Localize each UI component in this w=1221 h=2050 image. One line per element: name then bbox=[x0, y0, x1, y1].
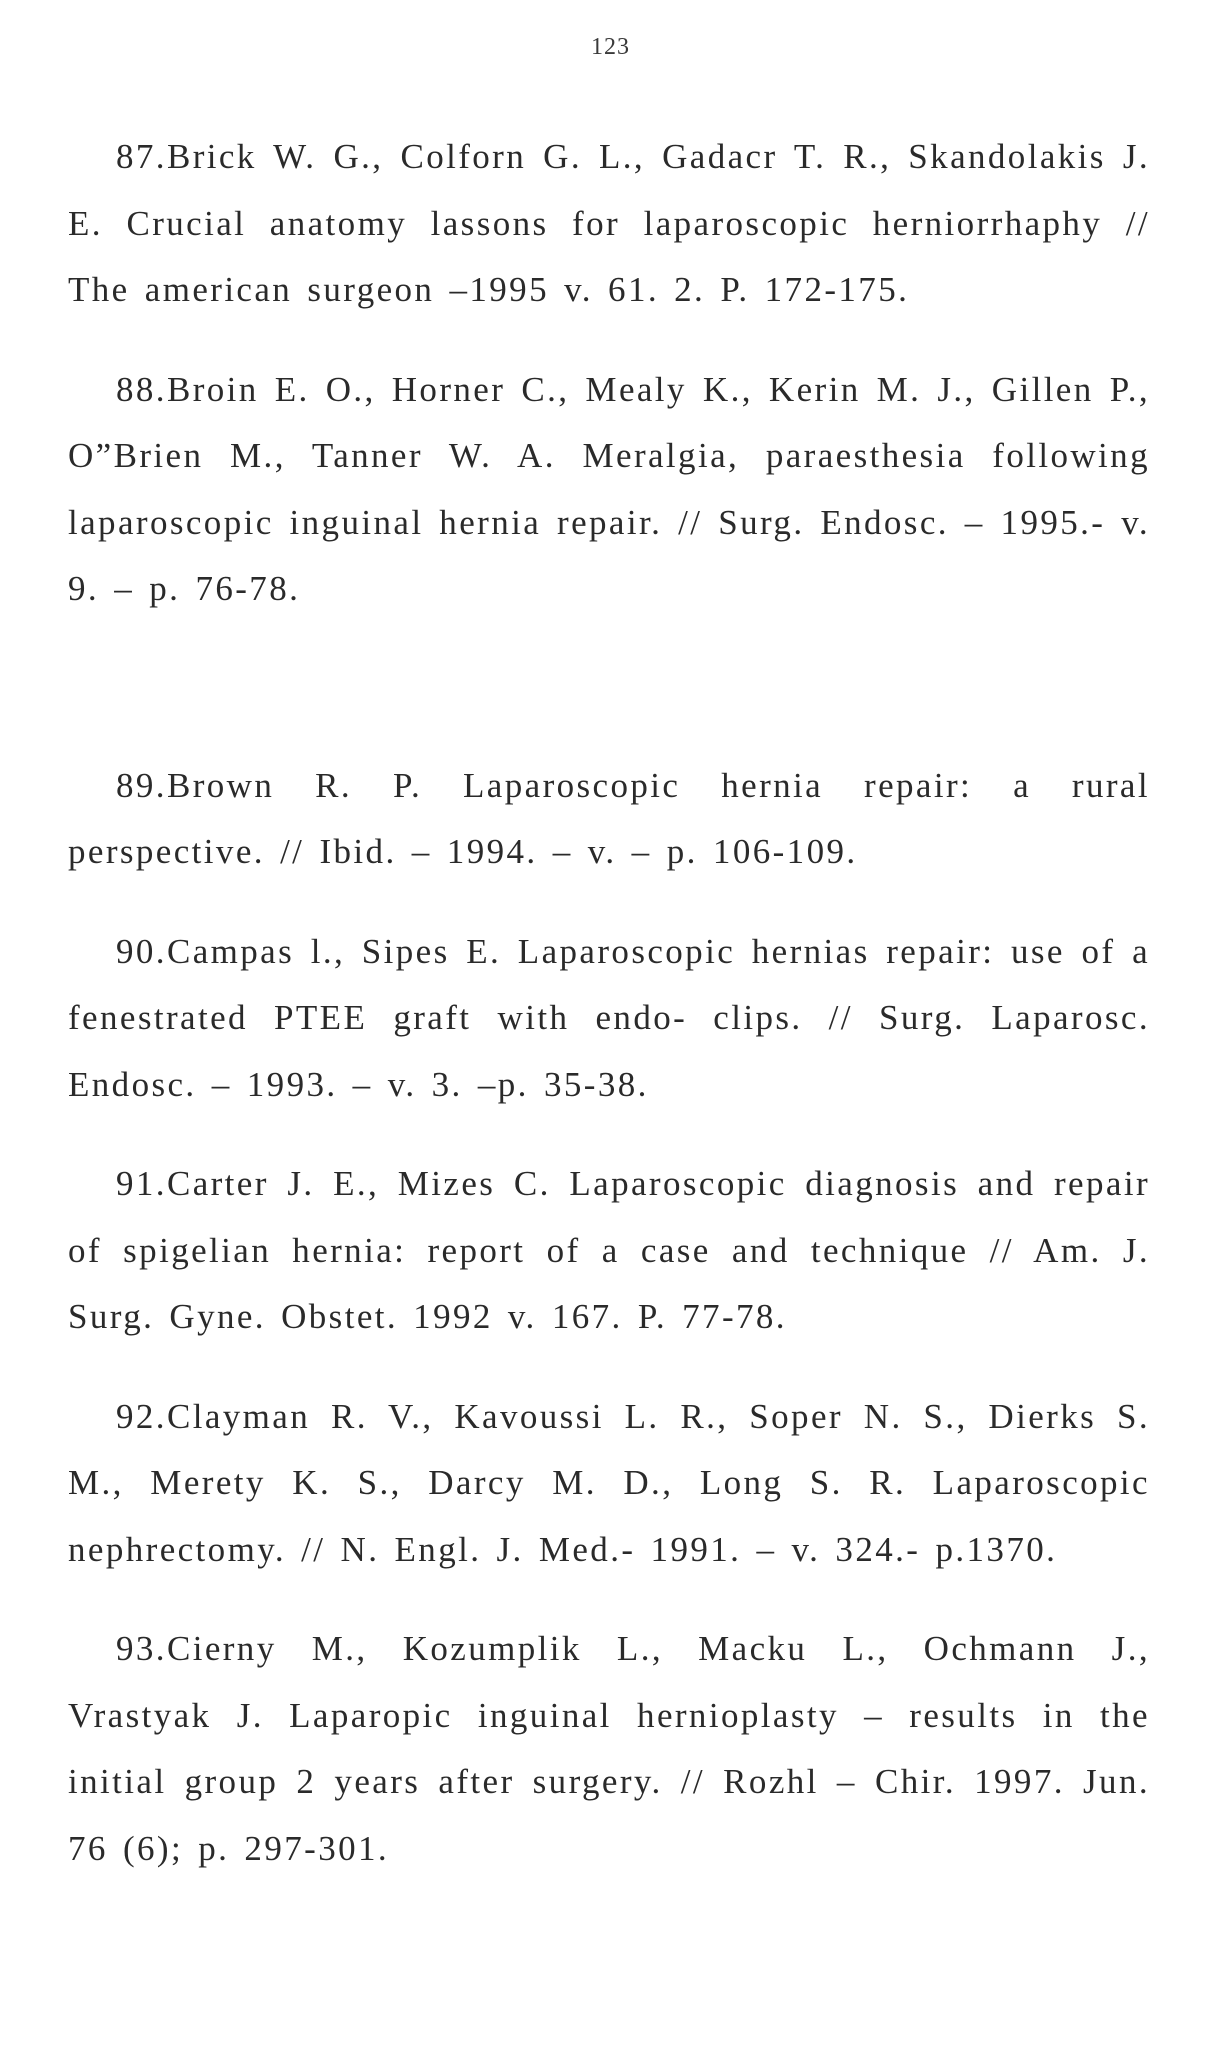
reference-89: 89.Brown R. P. Laparoscopic hernia repair: a rural perspective. // Ibid. – 1994. – v. – p. 106-109. bbox=[68, 765, 1150, 871]
reference-91: 91.Carter J. E., Mizes C. Laparoscopic diagnosis and repair of spigelian hernia: report of a case and technique // Am. J. Surg. Gyne. Obstet. 1992 v. 167. P. 77-78. bbox=[68, 1164, 1150, 1336]
reference-87: 87.Brick W. G., Colforn G. L., Gadacr T. R., Skandolakis J. E. Crucial anatomy lassons for laparoscopic herniorrhaphy // The american surgeon –1995 v. 61. 2. P. 172-175. bbox=[68, 137, 1150, 309]
reference-90: 90.Campas l., Sipes E. Laparoscopic hernias repair: use of a fenestrated PTEE graft with endo- clips. // Surg. Laparosc. Endosc. – 1993. – v. 3. –p. 35-38. bbox=[68, 931, 1150, 1104]
page-number: 123 bbox=[591, 34, 630, 60]
reference-93: 93.Cierny M., Kozumplik L., Macku L., Ochmann J., Vrastyak J. Laparopic inguinal hernioplasty – results in the initial group 2 years after surgery. // Rozhl – Chir. 1997. Jun. 76 (6); p. 297-301. bbox=[68, 1629, 1150, 1868]
reference-92: 92.Clayman R. V., Kavoussi L. R., Soper N. S., Dierks S. M., Merety K. S., Darcy M. D., Long S. R. Laparoscopic nephrectomy. // N. Engl. J. Med.- 1991. – v. 324.- p.1370. bbox=[68, 1396, 1150, 1569]
reference-88: 88.Broin E. O., Horner C., Mealy K., Kerin M. J., Gillen P., O”Brien M., Tanner W. A. Meralgia, paraesthesia following laparoscopic inguinal hernia repair. // Surg. Endosc. – 1995.- v. 9. – p. 76-78. bbox=[68, 369, 1150, 608]
reference-list bbox=[68, 124, 1150, 1882]
